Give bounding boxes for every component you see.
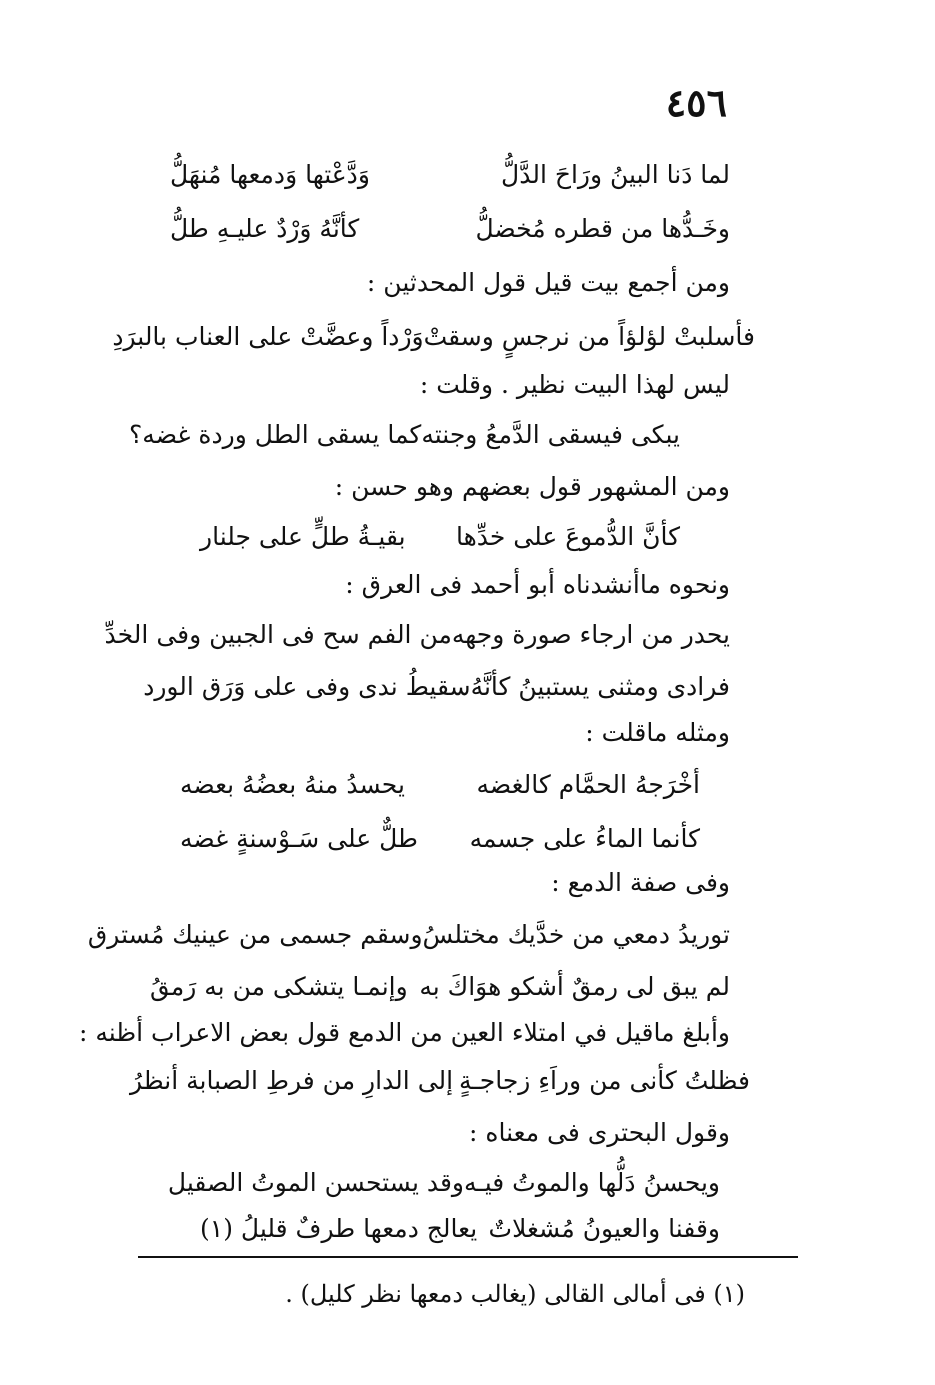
hemistich-first: ويحسنُ دَلُّها والموتُ فيـه (464, 1168, 720, 1197)
hemistich-second: وقد يستحسن الموتُ الصقيل (167, 1168, 464, 1197)
hemistich-second: يعالج دمعها طرفٌ قليلُ (١) (200, 1214, 478, 1243)
hemistich-second: يحسدُ منهُ بعضُهُ بعضه (180, 770, 405, 799)
hemistich-first: كأنما الماءُ على جسمه (469, 824, 700, 853)
verse-line (130, 1054, 750, 1108)
footnote: (١) فى أمالى القالى (يغالب دمعها نظر كليل) . (285, 1280, 745, 1308)
hemistich-second: سقيطُ ندى وفى على وَرَق الورد (143, 672, 471, 701)
hemistich-second: وإنمـا يتشكى من به رَمقُ (150, 972, 408, 1001)
verse-line (180, 758, 700, 812)
prose-line: ونحوه ماأنشدناه أبو أحمد فى العرق : (345, 570, 730, 599)
prose-line: ليس لهذا البيت نظير . وقلت : (419, 370, 730, 399)
hemistich-first: توريدُ دمعي من خدَّيك مختلسُ (422, 920, 730, 949)
hemistich-second: وَدَّعْتها وَدمعها مُنهَلُّ (170, 160, 370, 189)
prose-line: وأبلغ ماقيل في امتلاء العين من الدمع قول بعض الاعراب أظنه : (78, 1018, 730, 1047)
prose-line: ومن أجمع بيت قيل قول المحدثين : (366, 268, 730, 297)
hemistich-second: من الفم سح فى الجبين وفى الخدِّ (104, 620, 452, 649)
hemistich-first: أخْرَجهُ الحمَّام كالغضه (476, 770, 700, 799)
prose-line: وفى صفة الدمع : (551, 868, 730, 897)
page-number: ٤٥٦ (665, 80, 727, 125)
hemistich-second: طلٌّ على سَـوْسنةٍ غضه (180, 824, 418, 853)
hemistich-first: يحدر من ارجاء صورة وجهه (451, 620, 730, 649)
hemistich-second: وسقم جسمى من عينيك مُسترق (87, 920, 423, 949)
prose-line: ومثله ماقلت : (585, 718, 730, 747)
verse-line (200, 510, 680, 564)
hemistich-first: لم يبق لى رمقٌ أشكو هوَاكَ به (419, 972, 730, 1001)
verse-line (104, 608, 730, 662)
verse-line (129, 408, 680, 462)
hemistich-first: فأسلبتْ لؤلؤاً من نرجسٍ وسقتْ (423, 322, 755, 351)
prose-line: وقول البحترى فى معناه : (469, 1118, 730, 1147)
hemistich-first: وخَـدُّها من قطره مُخضلُّ (475, 214, 730, 243)
hemistich-second: وَرْداً وعضَّتْ على العناب بالبرَدِ (112, 322, 424, 351)
hemistich-first: فظلتُ كأنى من وراَءِ زجاجـةٍ (459, 1066, 750, 1095)
hemistich-second: كأنَّهُ وَرْدٌ عليـهِ طلُّ (170, 214, 360, 243)
hemistich-second: بقيـةُ طلٍّ على جلنار (200, 522, 406, 551)
verse-line (170, 202, 730, 256)
footnote-divider (138, 1256, 798, 1258)
hemistich-first: يبكى فيسقى الدَّمعُ وجنته (421, 420, 680, 449)
hemistich-second: كما يسقى الطل وردة غضه؟ (129, 420, 422, 449)
verse-line (200, 1202, 720, 1256)
hemistich-first: فرادى ومثنى يستبينُ كأنَّهُ (470, 672, 730, 701)
verse-line (112, 310, 755, 364)
verse-line (87, 908, 730, 962)
hemistich-first: وقفنا والعيونُ مُشغلاتٌ (488, 1214, 720, 1243)
hemistich-first: كأنَّ الدُّموعَ على خدِّها (455, 522, 680, 551)
verse-line (170, 148, 730, 202)
prose-line: ومن المشهور قول بعضهم وهو حسن : (334, 472, 730, 501)
hemistich-first: لما دَنا البينُ ورَاحَ الدَّلُّ (501, 160, 730, 189)
hemistich-second: إلى الدارِ من فرطِ الصبابة أنظرُ (130, 1066, 454, 1095)
